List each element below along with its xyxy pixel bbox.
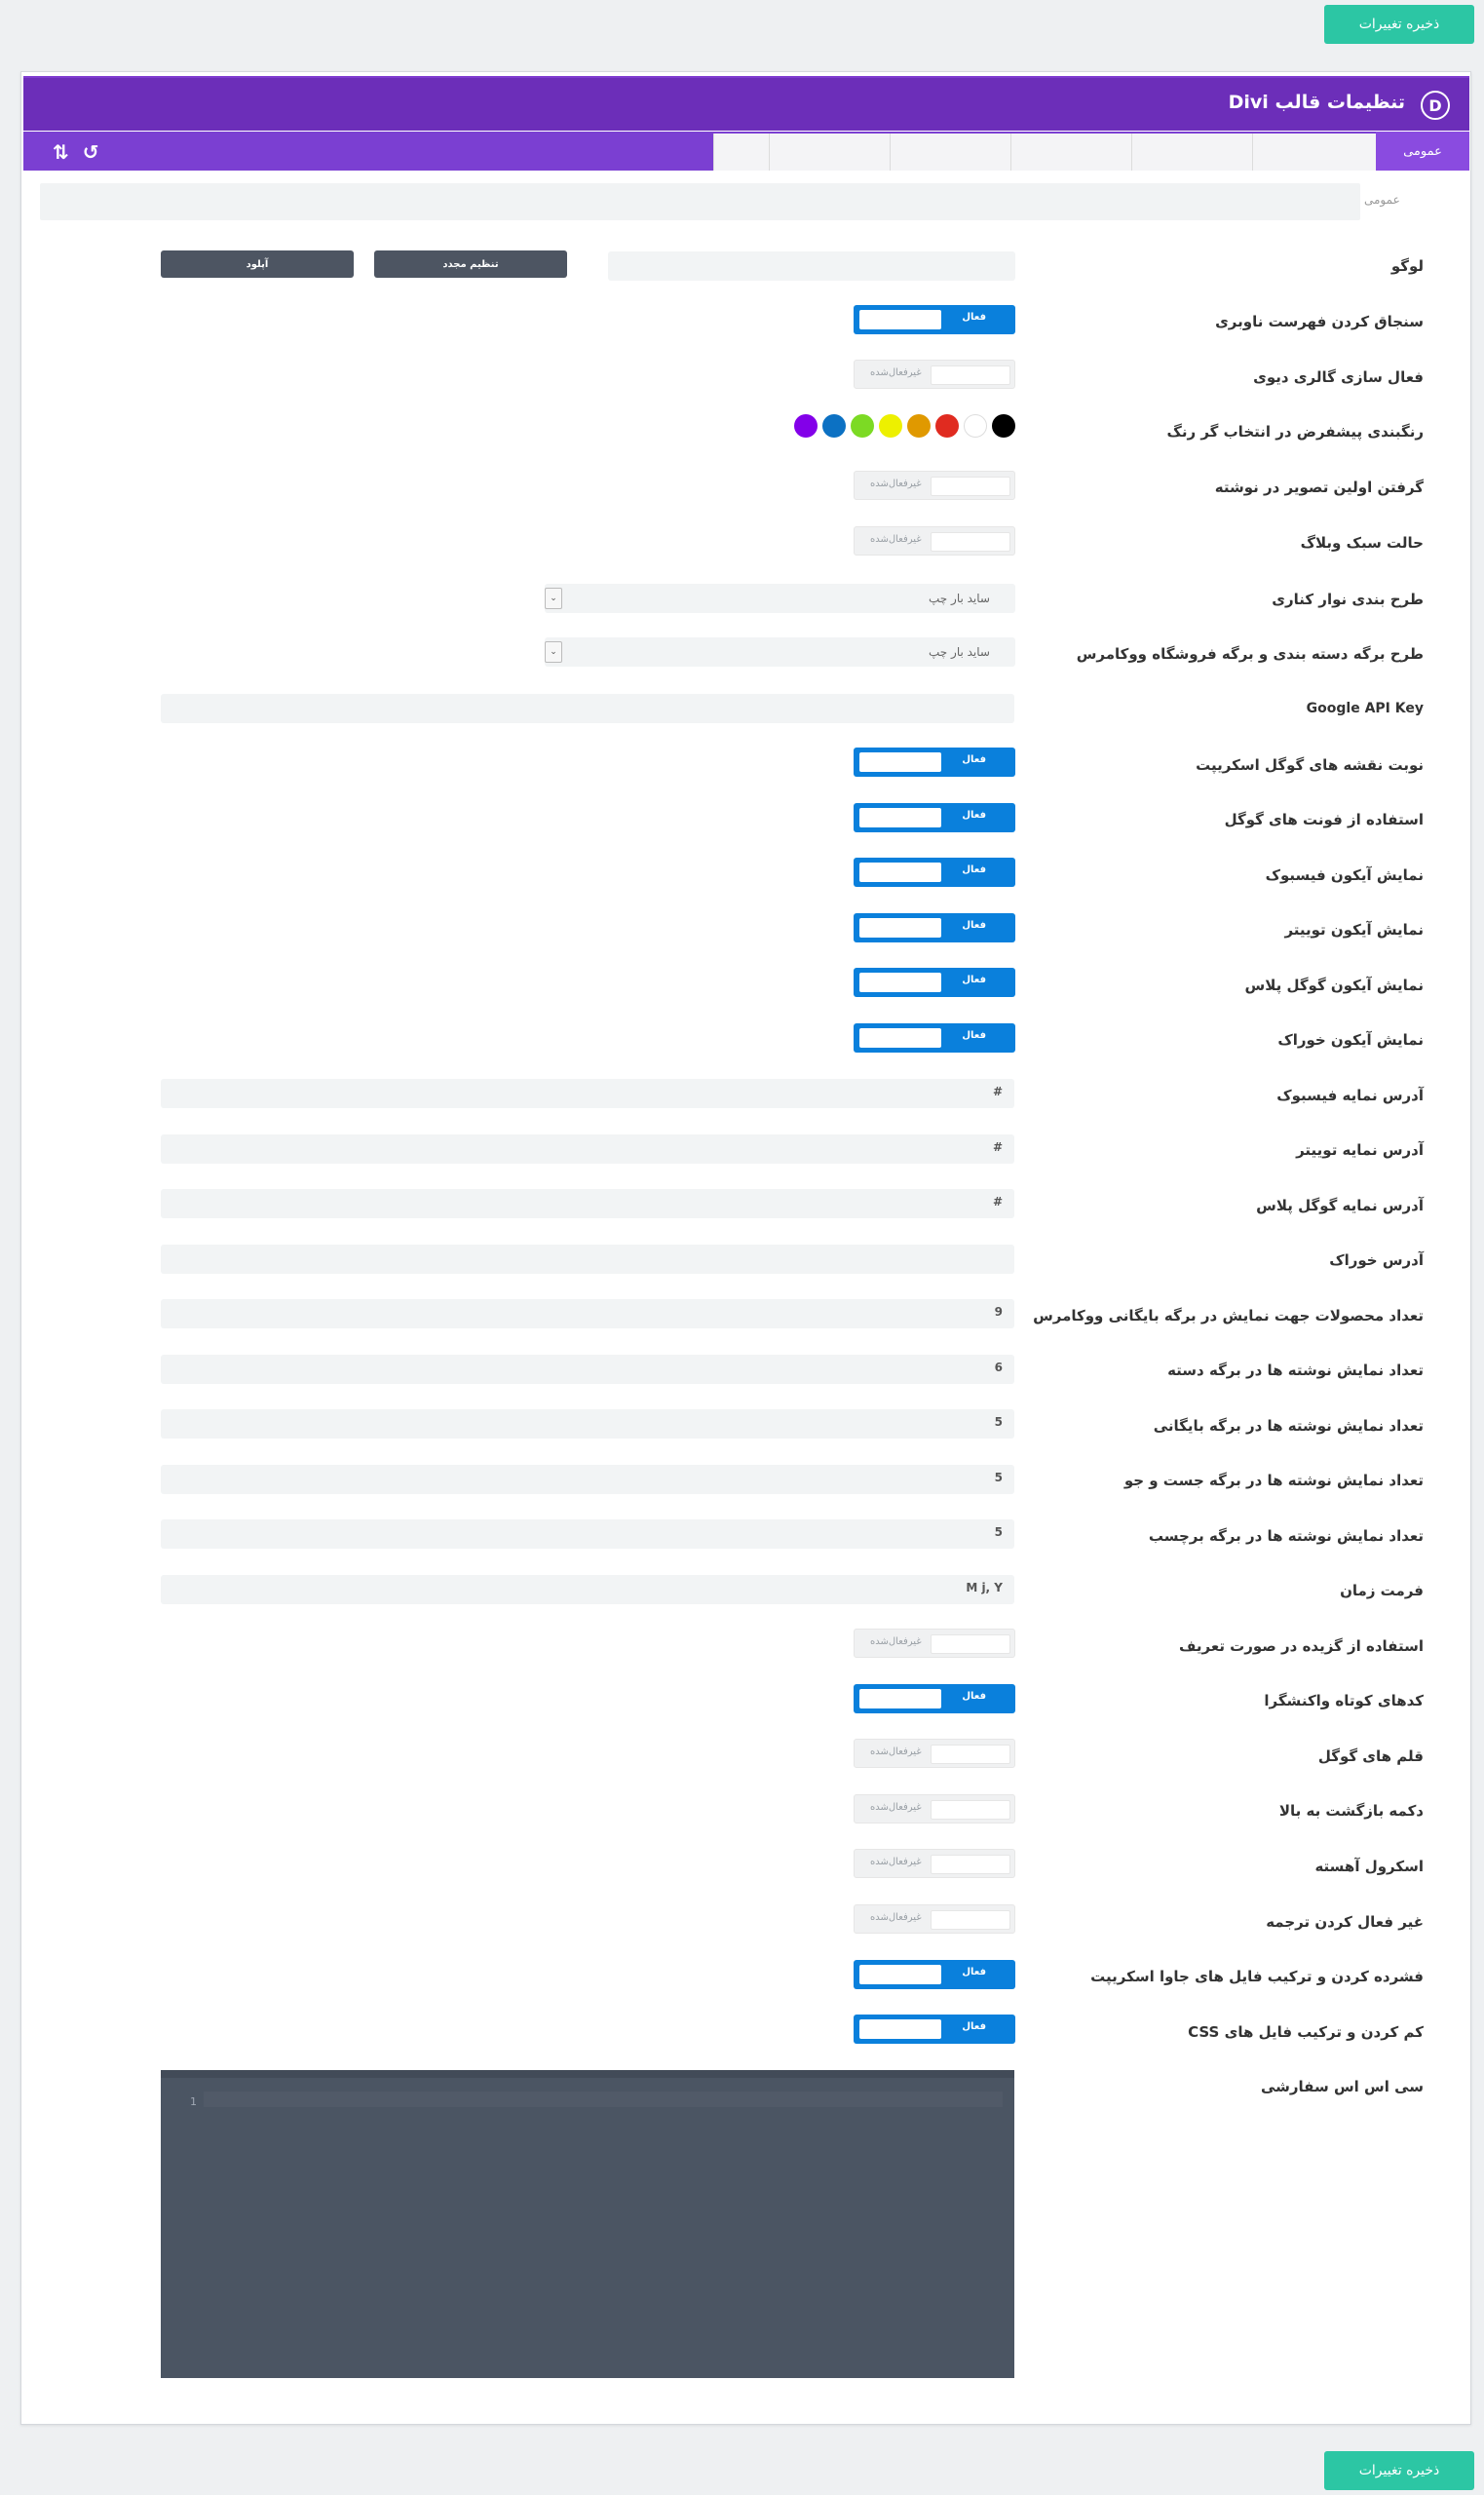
sidebar-layout-label: طرح بندی نوار کناری <box>1272 591 1424 608</box>
color-swatch[interactable] <box>822 414 846 438</box>
sidebar-layout-select[interactable]: ساید بار چپ ⌄ <box>545 584 1015 613</box>
google-api-input[interactable] <box>161 694 1014 723</box>
search-count-input[interactable]: 5 <box>161 1465 1014 1494</box>
chevron-down-icon: ⌄ <box>545 588 562 609</box>
google-fonts-subsets-label: قلم های گوگل <box>1317 1747 1424 1765</box>
facebook-url-label: آدرس نمایه فیسبوک <box>1276 1087 1424 1104</box>
color-swatch[interactable] <box>851 414 874 438</box>
twitter-url-label: آدرس نمایه توییتر <box>1296 1141 1424 1159</box>
custom-css-editor[interactable] <box>161 2070 1014 2378</box>
reset-logo-button[interactable]: تنظیم مجدد <box>374 250 567 278</box>
excerpt-toggle[interactable]: غیرفعال‌شده <box>854 1629 1015 1658</box>
blog-style-label: حالت سبک وبلاگ <box>1300 534 1424 552</box>
line-number: 1 <box>190 2095 197 2108</box>
minify-css-label: کم کردن و ترکیب فایل های CSS <box>1188 2023 1424 2041</box>
smooth-scroll-label: اسکرول آهسته <box>1314 1858 1424 1875</box>
archive-count-input[interactable]: 5 <box>161 1409 1014 1439</box>
panel-header <box>23 76 1469 131</box>
date-format-input[interactable]: M j, Y <box>161 1575 1014 1604</box>
show-twitter-label: نمایش آیکون توییتر <box>1284 921 1424 939</box>
google-fonts-subsets-toggle[interactable]: غیرفعال‌شده <box>854 1739 1015 1768</box>
logo-url-input[interactable] <box>608 251 1015 281</box>
back-to-top-toggle[interactable]: غیرفعال‌شده <box>854 1794 1015 1823</box>
tab-strip <box>713 134 1376 171</box>
responsive-shortcodes-toggle[interactable]: فعال <box>854 1684 1015 1713</box>
subtab-general[interactable]: عمومی <box>1364 193 1400 207</box>
color-picker-label: رنگبندی پیشفرض در انتخاب گر رنگ <box>1166 423 1424 441</box>
show-twitter-toggle[interactable]: فعال <box>854 913 1015 942</box>
color-swatch[interactable] <box>964 414 987 438</box>
page-title: تنظیمات قالب Divi <box>1228 92 1405 113</box>
active-line <box>204 2092 1003 2107</box>
upload-logo-button[interactable]: آپلود <box>161 250 354 278</box>
blog-style-toggle[interactable]: غیرفعال‌شده <box>854 526 1015 556</box>
first-image-toggle[interactable]: غیرفعال‌شده <box>854 471 1015 500</box>
first-image-label: گرفتن اولین تصویر در نوشته <box>1214 479 1424 496</box>
color-swatch[interactable] <box>879 414 902 438</box>
show-gplus-label: نمایش آیکون گوگل پلاس <box>1244 977 1424 994</box>
category-count-label: تعداد نمایش نوشته ها در برگه دسته <box>1167 1362 1424 1379</box>
smooth-scroll-toggle[interactable]: غیرفعال‌شده <box>854 1849 1015 1878</box>
search-count-label: تعداد نمایش نوشته ها در برگه جست و جو <box>1123 1472 1424 1489</box>
date-format-label: فرمت زمان <box>1340 1582 1424 1599</box>
save-changes-button-top[interactable]: ذخیره تغییرات <box>1324 5 1474 44</box>
color-swatch[interactable] <box>794 414 818 438</box>
color-swatch[interactable] <box>907 414 931 438</box>
save-changes-button-bottom[interactable]: ذخیره تغییرات <box>1324 2451 1474 2490</box>
woo-archive-count-input[interactable]: 9 <box>161 1299 1014 1328</box>
category-count-input[interactable]: 6 <box>161 1355 1014 1384</box>
color-swatch[interactable] <box>992 414 1015 438</box>
sort-icon[interactable]: ⇅ <box>53 140 69 164</box>
facebook-url-input[interactable]: # <box>161 1079 1014 1108</box>
google-fonts-toggle[interactable]: فعال <box>854 803 1015 832</box>
divi-logo-icon: D <box>1421 91 1450 120</box>
google-api-label: Google API Key <box>1306 701 1424 716</box>
disable-translation-label: غیر فعال کردن ترجمه <box>1266 1913 1424 1931</box>
gplus-url-input[interactable]: # <box>161 1189 1014 1218</box>
rss-url-input[interactable] <box>161 1245 1014 1274</box>
color-swatches <box>794 414 1015 438</box>
rss-url-label: آدرس خوراک <box>1329 1251 1424 1269</box>
back-to-top-label: دکمه بازگشت به بالا <box>1278 1802 1424 1820</box>
logo-label: لوگو <box>1390 257 1424 275</box>
minify-js-label: فشرده کردن و ترکیب فایل های جاوا اسکریپت <box>1090 1968 1424 1985</box>
show-rss-label: نمایش آیکون خوراک <box>1277 1031 1424 1049</box>
reset-icon[interactable]: ↺ <box>82 140 99 164</box>
tag-count-label: تعداد نمایش نوشته ها در برگه برچسب <box>1148 1527 1424 1545</box>
tab-bar <box>23 132 1469 171</box>
show-rss-toggle[interactable]: فعال <box>854 1023 1015 1053</box>
subtab-bar <box>40 183 1360 220</box>
show-facebook-toggle[interactable]: فعال <box>854 858 1015 887</box>
divi-gallery-label: فعال سازی گالری دیوی <box>1253 368 1424 386</box>
tag-count-input[interactable]: 5 <box>161 1519 1014 1549</box>
responsive-shortcodes-label: کدهای کوتاه واکنشگرا <box>1264 1692 1424 1709</box>
excerpt-label: استفاده از گزیده در صورت تعریف <box>1179 1637 1424 1655</box>
chevron-down-icon: ⌄ <box>545 641 562 663</box>
fixed-nav-label: سنجاق کردن فهرست ناوبری <box>1215 313 1424 330</box>
custom-css-label: سی اس اس سفارشی <box>1260 2078 1424 2095</box>
shop-layout-select[interactable]: ساید بار چپ ⌄ <box>545 637 1015 667</box>
maps-script-label: نوبت نقشه های گوگل اسکریپت <box>1196 756 1424 774</box>
maps-script-toggle[interactable]: فعال <box>854 748 1015 777</box>
fixed-nav-toggle[interactable]: فعال <box>854 305 1015 334</box>
show-gplus-toggle[interactable]: فعال <box>854 968 1015 997</box>
tab-general[interactable]: عمومی <box>1376 132 1469 171</box>
google-fonts-label: استفاده از فونت های گوگل <box>1224 811 1424 828</box>
minify-css-toggle[interactable]: فعال <box>854 2015 1015 2044</box>
archive-count-label: تعداد نمایش نوشته ها در برگه بایگانی <box>1153 1417 1424 1435</box>
shop-layout-label: طرح برگه دسته بندی و برگه فروشگاه ووکامرس <box>1076 645 1424 663</box>
twitter-url-input[interactable]: # <box>161 1134 1014 1164</box>
minify-js-toggle[interactable]: فعال <box>854 1960 1015 1989</box>
show-facebook-label: نمایش آیکون فیسبوک <box>1265 866 1424 884</box>
disable-translation-toggle[interactable]: غیرفعال‌شده <box>854 1904 1015 1934</box>
color-swatch[interactable] <box>935 414 959 438</box>
woo-archive-count-label: تعداد محصولات جهت نمایش در برگه بایگانی ووکامرس <box>1033 1307 1424 1324</box>
divi-gallery-toggle[interactable]: غیرفعال‌شده <box>854 360 1015 389</box>
gplus-url-label: آدرس نمایه گوگل پلاس <box>1256 1197 1424 1214</box>
